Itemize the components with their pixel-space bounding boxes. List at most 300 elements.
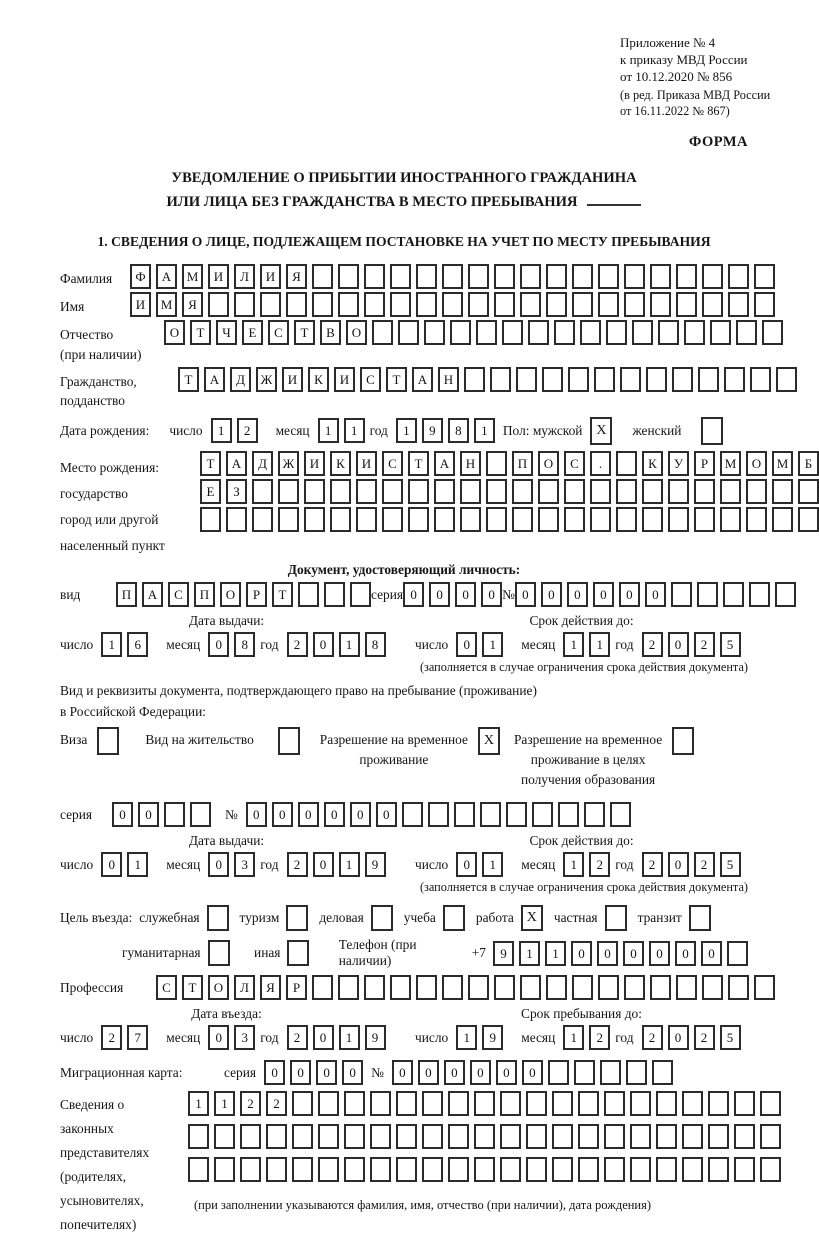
char-cell[interactable] xyxy=(694,507,715,532)
char-cell[interactable]: 2 xyxy=(240,1091,261,1116)
char-cell[interactable] xyxy=(548,1060,569,1085)
char-cell[interactable] xyxy=(642,507,663,532)
char-cell[interactable]: А xyxy=(142,582,163,607)
char-cell[interactable] xyxy=(754,264,775,289)
purpose-study-checkbox[interactable] xyxy=(443,905,465,931)
char-cell[interactable] xyxy=(734,1157,755,1182)
char-cell[interactable]: О xyxy=(538,451,559,476)
char-cell[interactable] xyxy=(364,975,385,1000)
sex-female-checkbox[interactable] xyxy=(701,417,723,445)
char-cell[interactable] xyxy=(382,479,403,504)
char-cell[interactable] xyxy=(448,1124,469,1149)
char-cell[interactable] xyxy=(606,320,627,345)
char-cell[interactable] xyxy=(502,320,523,345)
char-cell[interactable]: 0 xyxy=(290,1060,311,1085)
char-cell[interactable]: И xyxy=(304,451,325,476)
char-cell[interactable] xyxy=(422,1091,443,1116)
char-cell[interactable] xyxy=(240,1157,261,1182)
char-cell[interactable]: 0 xyxy=(429,582,450,607)
char-cell[interactable] xyxy=(650,264,671,289)
char-cell[interactable] xyxy=(330,507,351,532)
char-cell[interactable] xyxy=(542,367,563,392)
char-cell[interactable] xyxy=(486,507,507,532)
char-cell[interactable]: О xyxy=(346,320,367,345)
char-cell[interactable] xyxy=(460,479,481,504)
char-cell[interactable]: 2 xyxy=(642,852,663,877)
char-cell[interactable] xyxy=(364,264,385,289)
char-cell[interactable]: 0 xyxy=(456,852,477,877)
char-cell[interactable] xyxy=(252,479,273,504)
char-cell[interactable]: 1 xyxy=(214,1091,235,1116)
char-cell[interactable]: У xyxy=(668,451,689,476)
char-cell[interactable]: Н xyxy=(460,451,481,476)
temp-residence-education-checkbox[interactable] xyxy=(672,727,694,755)
char-cell[interactable] xyxy=(728,292,749,317)
char-cell[interactable]: Я xyxy=(182,292,203,317)
char-cell[interactable] xyxy=(480,802,501,827)
char-cell[interactable] xyxy=(598,264,619,289)
char-cell[interactable] xyxy=(390,292,411,317)
char-cell[interactable]: 5 xyxy=(720,632,741,657)
char-cell[interactable]: С xyxy=(168,582,189,607)
char-cell[interactable] xyxy=(698,367,719,392)
char-cell[interactable] xyxy=(572,975,593,1000)
char-cell[interactable] xyxy=(396,1124,417,1149)
char-cell[interactable]: 0 xyxy=(298,802,319,827)
char-cell[interactable] xyxy=(604,1157,625,1182)
char-cell[interactable] xyxy=(580,320,601,345)
char-cell[interactable]: О xyxy=(746,451,767,476)
char-cell[interactable]: 1 xyxy=(563,852,584,877)
char-cell[interactable]: 1 xyxy=(101,632,122,657)
char-cell[interactable]: 1 xyxy=(188,1091,209,1116)
char-cell[interactable]: 5 xyxy=(720,852,741,877)
char-cell[interactable]: 0 xyxy=(138,802,159,827)
char-cell[interactable] xyxy=(318,1157,339,1182)
char-cell[interactable]: 0 xyxy=(313,852,334,877)
char-cell[interactable]: 2 xyxy=(694,852,715,877)
char-cell[interactable]: О xyxy=(164,320,185,345)
char-cell[interactable]: В xyxy=(320,320,341,345)
char-cell[interactable]: 8 xyxy=(365,632,386,657)
char-cell[interactable] xyxy=(396,1091,417,1116)
char-cell[interactable] xyxy=(408,479,429,504)
char-cell[interactable] xyxy=(424,320,445,345)
char-cell[interactable]: 0 xyxy=(324,802,345,827)
char-cell[interactable]: 2 xyxy=(237,418,258,443)
char-cell[interactable]: 1 xyxy=(396,418,417,443)
char-cell[interactable]: 1 xyxy=(563,1025,584,1050)
char-cell[interactable] xyxy=(526,1091,547,1116)
char-cell[interactable] xyxy=(720,479,741,504)
char-cell[interactable] xyxy=(642,479,663,504)
char-cell[interactable] xyxy=(558,802,579,827)
char-cell[interactable] xyxy=(442,975,463,1000)
char-cell[interactable]: Ч xyxy=(216,320,237,345)
char-cell[interactable] xyxy=(398,320,419,345)
char-cell[interactable] xyxy=(552,1157,573,1182)
char-cell[interactable] xyxy=(190,802,211,827)
char-cell[interactable] xyxy=(632,320,653,345)
char-cell[interactable] xyxy=(656,1091,677,1116)
char-cell[interactable] xyxy=(736,320,757,345)
char-cell[interactable]: 0 xyxy=(444,1060,465,1085)
char-cell[interactable] xyxy=(416,975,437,1000)
char-cell[interactable]: М xyxy=(720,451,741,476)
char-cell[interactable] xyxy=(312,264,333,289)
char-cell[interactable]: И xyxy=(260,264,281,289)
char-cell[interactable] xyxy=(240,1124,261,1149)
char-cell[interactable]: С xyxy=(360,367,381,392)
char-cell[interactable]: С xyxy=(382,451,403,476)
char-cell[interactable] xyxy=(344,1157,365,1182)
char-cell[interactable]: А xyxy=(412,367,433,392)
char-cell[interactable] xyxy=(292,1124,313,1149)
char-cell[interactable]: Т xyxy=(178,367,199,392)
char-cell[interactable] xyxy=(278,479,299,504)
char-cell[interactable] xyxy=(630,1124,651,1149)
char-cell[interactable]: Т xyxy=(200,451,221,476)
char-cell[interactable]: 0 xyxy=(470,1060,491,1085)
char-cell[interactable] xyxy=(286,292,307,317)
char-cell[interactable]: 3 xyxy=(234,852,255,877)
char-cell[interactable] xyxy=(500,1124,521,1149)
char-cell[interactable]: 0 xyxy=(316,1060,337,1085)
char-cell[interactable] xyxy=(754,292,775,317)
char-cell[interactable]: 0 xyxy=(350,802,371,827)
char-cell[interactable]: Б xyxy=(798,451,819,476)
char-cell[interactable] xyxy=(620,367,641,392)
char-cell[interactable]: 0 xyxy=(418,1060,439,1085)
char-cell[interactable] xyxy=(564,479,585,504)
char-cell[interactable] xyxy=(516,367,537,392)
char-cell[interactable] xyxy=(676,975,697,1000)
char-cell[interactable]: 0 xyxy=(112,802,133,827)
char-cell[interactable]: Ж xyxy=(278,451,299,476)
char-cell[interactable] xyxy=(318,1091,339,1116)
visa-checkbox[interactable] xyxy=(97,727,119,755)
char-cell[interactable] xyxy=(506,802,527,827)
char-cell[interactable] xyxy=(234,292,255,317)
char-cell[interactable] xyxy=(578,1157,599,1182)
char-cell[interactable]: 7 xyxy=(127,1025,148,1050)
char-cell[interactable]: 0 xyxy=(619,582,640,607)
char-cell[interactable] xyxy=(746,507,767,532)
char-cell[interactable] xyxy=(682,1124,703,1149)
char-cell[interactable]: 1 xyxy=(482,852,503,877)
char-cell[interactable] xyxy=(554,320,575,345)
char-cell[interactable]: Т xyxy=(272,582,293,607)
char-cell[interactable]: 0 xyxy=(675,941,696,966)
char-cell[interactable] xyxy=(298,582,319,607)
char-cell[interactable]: 2 xyxy=(287,1025,308,1050)
char-cell[interactable] xyxy=(624,292,645,317)
char-cell[interactable] xyxy=(214,1157,235,1182)
char-cell[interactable]: 1 xyxy=(519,941,540,966)
char-cell[interactable]: 8 xyxy=(448,418,469,443)
residence-permit-checkbox[interactable] xyxy=(278,727,300,755)
char-cell[interactable] xyxy=(188,1157,209,1182)
char-cell[interactable] xyxy=(364,292,385,317)
char-cell[interactable] xyxy=(604,1124,625,1149)
char-cell[interactable]: 0 xyxy=(264,1060,285,1085)
char-cell[interactable] xyxy=(468,975,489,1000)
char-cell[interactable]: Т xyxy=(190,320,211,345)
char-cell[interactable] xyxy=(372,320,393,345)
char-cell[interactable] xyxy=(292,1157,313,1182)
char-cell[interactable]: 0 xyxy=(668,852,689,877)
char-cell[interactable]: 1 xyxy=(211,418,232,443)
char-cell[interactable]: С xyxy=(268,320,289,345)
char-cell[interactable] xyxy=(728,975,749,1000)
purpose-transit-checkbox[interactable] xyxy=(689,905,711,931)
char-cell[interactable]: 0 xyxy=(272,802,293,827)
char-cell[interactable]: 0 xyxy=(522,1060,543,1085)
char-cell[interactable]: 0 xyxy=(515,582,536,607)
char-cell[interactable] xyxy=(494,292,515,317)
char-cell[interactable] xyxy=(526,1124,547,1149)
char-cell[interactable] xyxy=(750,367,771,392)
char-cell[interactable]: 3 xyxy=(234,1025,255,1050)
purpose-work-checkbox[interactable]: X xyxy=(521,905,543,931)
purpose-other-checkbox[interactable] xyxy=(287,940,309,966)
char-cell[interactable] xyxy=(668,479,689,504)
char-cell[interactable] xyxy=(500,1157,521,1182)
char-cell[interactable]: 0 xyxy=(246,802,267,827)
char-cell[interactable] xyxy=(396,1157,417,1182)
char-cell[interactable] xyxy=(671,582,692,607)
char-cell[interactable] xyxy=(448,1091,469,1116)
char-cell[interactable] xyxy=(208,292,229,317)
char-cell[interactable] xyxy=(344,1091,365,1116)
char-cell[interactable] xyxy=(474,1157,495,1182)
char-cell[interactable]: 1 xyxy=(545,941,566,966)
char-cell[interactable]: А xyxy=(156,264,177,289)
char-cell[interactable]: 8 xyxy=(234,632,255,657)
char-cell[interactable] xyxy=(682,1091,703,1116)
char-cell[interactable] xyxy=(760,1091,781,1116)
char-cell[interactable]: Д xyxy=(252,451,273,476)
char-cell[interactable]: 0 xyxy=(208,1025,229,1050)
char-cell[interactable] xyxy=(656,1124,677,1149)
char-cell[interactable] xyxy=(598,975,619,1000)
char-cell[interactable]: 2 xyxy=(694,1025,715,1050)
char-cell[interactable] xyxy=(708,1157,729,1182)
char-cell[interactable]: 0 xyxy=(455,582,476,607)
char-cell[interactable] xyxy=(604,1091,625,1116)
char-cell[interactable]: 0 xyxy=(541,582,562,607)
char-cell[interactable] xyxy=(382,507,403,532)
temp-residence-checkbox[interactable]: X xyxy=(478,727,500,755)
char-cell[interactable] xyxy=(734,1091,755,1116)
char-cell[interactable] xyxy=(486,451,507,476)
purpose-private-checkbox[interactable] xyxy=(605,905,627,931)
char-cell[interactable]: 1 xyxy=(339,852,360,877)
char-cell[interactable]: 9 xyxy=(482,1025,503,1050)
char-cell[interactable] xyxy=(798,479,819,504)
char-cell[interactable]: Р xyxy=(694,451,715,476)
char-cell[interactable]: 0 xyxy=(313,632,334,657)
char-cell[interactable]: Л xyxy=(234,264,255,289)
char-cell[interactable] xyxy=(226,507,247,532)
char-cell[interactable]: 6 xyxy=(127,632,148,657)
char-cell[interactable] xyxy=(500,1091,521,1116)
char-cell[interactable] xyxy=(528,320,549,345)
char-cell[interactable] xyxy=(370,1091,391,1116)
char-cell[interactable]: 2 xyxy=(694,632,715,657)
char-cell[interactable] xyxy=(646,367,667,392)
char-cell[interactable]: 2 xyxy=(101,1025,122,1050)
char-cell[interactable] xyxy=(702,264,723,289)
char-cell[interactable] xyxy=(762,320,783,345)
char-cell[interactable] xyxy=(702,292,723,317)
char-cell[interactable]: О xyxy=(220,582,241,607)
char-cell[interactable]: О xyxy=(208,975,229,1000)
char-cell[interactable] xyxy=(728,264,749,289)
char-cell[interactable] xyxy=(682,1157,703,1182)
char-cell[interactable] xyxy=(568,367,589,392)
char-cell[interactable] xyxy=(338,975,359,1000)
char-cell[interactable] xyxy=(442,292,463,317)
char-cell[interactable] xyxy=(590,479,611,504)
char-cell[interactable]: 1 xyxy=(318,418,339,443)
char-cell[interactable] xyxy=(594,367,615,392)
char-cell[interactable] xyxy=(776,367,797,392)
char-cell[interactable] xyxy=(538,507,559,532)
char-cell[interactable] xyxy=(652,1060,673,1085)
char-cell[interactable] xyxy=(526,1157,547,1182)
char-cell[interactable] xyxy=(616,479,637,504)
purpose-tourism-checkbox[interactable] xyxy=(286,905,308,931)
char-cell[interactable] xyxy=(450,320,471,345)
char-cell[interactable]: 0 xyxy=(593,582,614,607)
char-cell[interactable] xyxy=(266,1157,287,1182)
char-cell[interactable] xyxy=(668,507,689,532)
char-cell[interactable] xyxy=(476,320,497,345)
char-cell[interactable]: 0 xyxy=(701,941,722,966)
char-cell[interactable]: 0 xyxy=(496,1060,517,1085)
char-cell[interactable] xyxy=(624,264,645,289)
char-cell[interactable] xyxy=(624,975,645,1000)
char-cell[interactable]: 2 xyxy=(266,1091,287,1116)
char-cell[interactable] xyxy=(578,1124,599,1149)
char-cell[interactable] xyxy=(656,1157,677,1182)
char-cell[interactable] xyxy=(490,367,511,392)
char-cell[interactable]: 0 xyxy=(392,1060,413,1085)
char-cell[interactable]: С xyxy=(156,975,177,1000)
char-cell[interactable] xyxy=(312,292,333,317)
char-cell[interactable] xyxy=(772,507,793,532)
char-cell[interactable]: З xyxy=(226,479,247,504)
char-cell[interactable] xyxy=(552,1091,573,1116)
char-cell[interactable] xyxy=(454,802,475,827)
char-cell[interactable] xyxy=(702,975,723,1000)
char-cell[interactable] xyxy=(188,1124,209,1149)
char-cell[interactable]: 0 xyxy=(456,632,477,657)
char-cell[interactable] xyxy=(552,1124,573,1149)
char-cell[interactable]: 9 xyxy=(365,1025,386,1050)
char-cell[interactable]: 0 xyxy=(342,1060,363,1085)
char-cell[interactable]: П xyxy=(116,582,137,607)
char-cell[interactable]: И xyxy=(356,451,377,476)
char-cell[interactable]: Р xyxy=(246,582,267,607)
char-cell[interactable] xyxy=(494,264,515,289)
char-cell[interactable] xyxy=(356,507,377,532)
char-cell[interactable]: Е xyxy=(242,320,263,345)
char-cell[interactable]: 1 xyxy=(344,418,365,443)
char-cell[interactable] xyxy=(708,1124,729,1149)
char-cell[interactable] xyxy=(512,507,533,532)
char-cell[interactable]: Н xyxy=(438,367,459,392)
char-cell[interactable] xyxy=(520,975,541,1000)
char-cell[interactable]: Я xyxy=(260,975,281,1000)
char-cell[interactable] xyxy=(520,292,541,317)
char-cell[interactable] xyxy=(574,1060,595,1085)
char-cell[interactable]: 2 xyxy=(589,1025,610,1050)
char-cell[interactable] xyxy=(710,320,731,345)
char-cell[interactable]: И xyxy=(130,292,151,317)
char-cell[interactable]: М xyxy=(156,292,177,317)
char-cell[interactable] xyxy=(650,975,671,1000)
purpose-official-checkbox[interactable] xyxy=(207,905,229,931)
char-cell[interactable] xyxy=(448,1157,469,1182)
char-cell[interactable] xyxy=(600,1060,621,1085)
char-cell[interactable]: К xyxy=(330,451,351,476)
char-cell[interactable] xyxy=(760,1124,781,1149)
char-cell[interactable]: П xyxy=(194,582,215,607)
char-cell[interactable] xyxy=(266,1124,287,1149)
char-cell[interactable] xyxy=(494,975,515,1000)
char-cell[interactable] xyxy=(676,292,697,317)
char-cell[interactable]: Ф xyxy=(130,264,151,289)
char-cell[interactable] xyxy=(734,1124,755,1149)
char-cell[interactable]: 0 xyxy=(668,1025,689,1050)
char-cell[interactable]: М xyxy=(772,451,793,476)
char-cell[interactable]: 0 xyxy=(571,941,592,966)
char-cell[interactable] xyxy=(746,479,767,504)
char-cell[interactable]: 0 xyxy=(623,941,644,966)
char-cell[interactable] xyxy=(422,1124,443,1149)
char-cell[interactable] xyxy=(520,264,541,289)
char-cell[interactable]: 0 xyxy=(481,582,502,607)
char-cell[interactable] xyxy=(546,975,567,1000)
char-cell[interactable] xyxy=(630,1157,651,1182)
char-cell[interactable]: 0 xyxy=(597,941,618,966)
char-cell[interactable] xyxy=(416,292,437,317)
char-cell[interactable]: 1 xyxy=(339,632,360,657)
char-cell[interactable]: 9 xyxy=(493,941,514,966)
char-cell[interactable]: 9 xyxy=(365,852,386,877)
char-cell[interactable] xyxy=(650,292,671,317)
char-cell[interactable]: 0 xyxy=(668,632,689,657)
char-cell[interactable]: А xyxy=(434,451,455,476)
char-cell[interactable]: 2 xyxy=(642,1025,663,1050)
char-cell[interactable] xyxy=(676,264,697,289)
char-cell[interactable] xyxy=(422,1157,443,1182)
char-cell[interactable]: 1 xyxy=(474,418,495,443)
char-cell[interactable] xyxy=(214,1124,235,1149)
char-cell[interactable]: . xyxy=(590,451,611,476)
char-cell[interactable] xyxy=(304,507,325,532)
char-cell[interactable] xyxy=(292,1091,313,1116)
char-cell[interactable] xyxy=(460,507,481,532)
char-cell[interactable]: 0 xyxy=(645,582,666,607)
char-cell[interactable]: 0 xyxy=(101,852,122,877)
char-cell[interactable] xyxy=(434,479,455,504)
char-cell[interactable] xyxy=(658,320,679,345)
char-cell[interactable] xyxy=(572,292,593,317)
char-cell[interactable]: Т xyxy=(386,367,407,392)
